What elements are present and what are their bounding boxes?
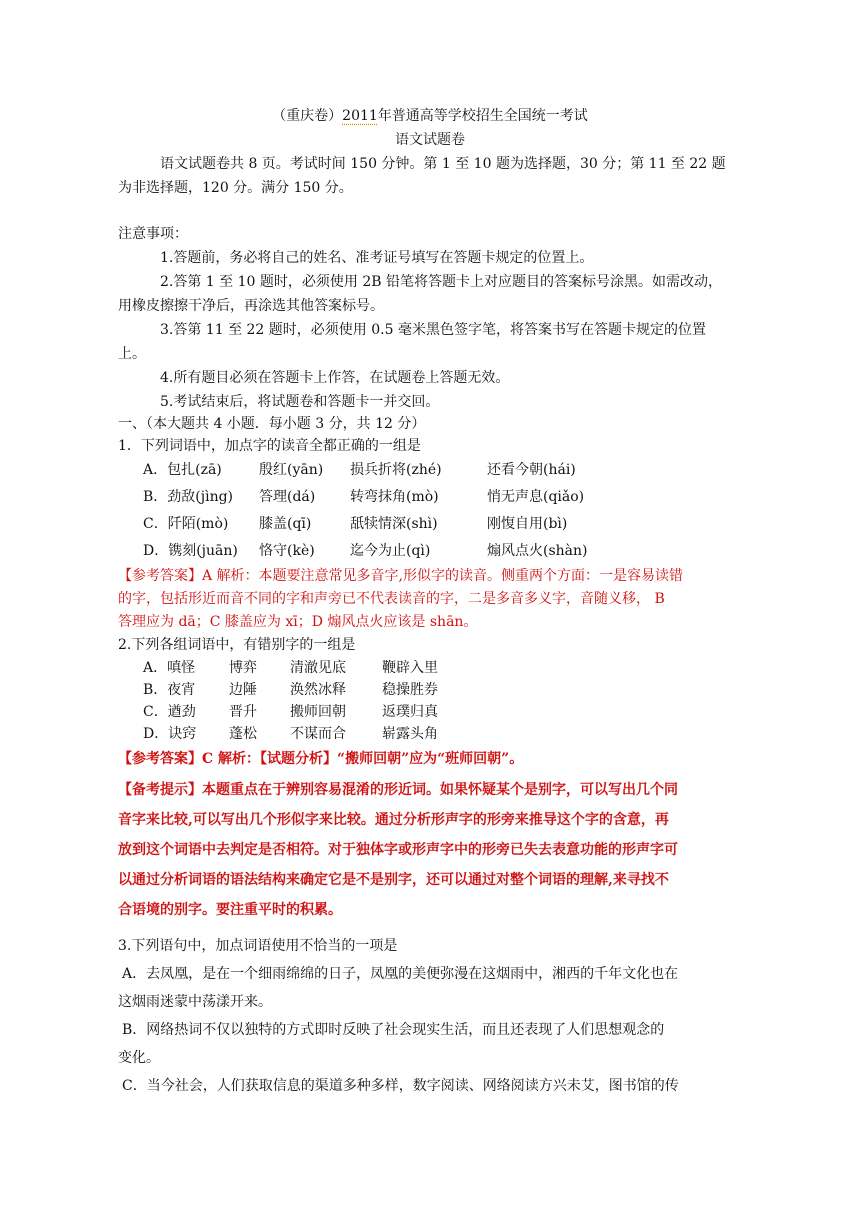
- option-cell: 转弯抹角(mò): [350, 489, 439, 505]
- option-cell: 博弈: [229, 660, 257, 676]
- note-item: 3.答第 11 至 22 题时，必须使用 0.5 毫米黑色签字笔，将答案书写在答题卡规定的位置: [160, 322, 706, 338]
- answer-text: 【参考答案】C 解析：【试题分析】“搬师回朝”应为“班师回朝”。: [118, 751, 524, 767]
- option-cell: 刚愎自用(bì): [487, 516, 568, 532]
- question-stem: 2.下列各组词语中，有错别字的一组是: [118, 637, 356, 653]
- intro-line: 为非选择题，120 分。满分 150 分。: [118, 180, 353, 196]
- option-cell: 殷红(yān): [259, 462, 324, 478]
- option-cell: 返璞归真: [382, 704, 438, 720]
- tip-text: 【备考提示】本题重点在于辨别容易混淆的形近词。如果怀疑某个是别字，可以写出几个同: [118, 782, 678, 798]
- option-cell: 稳操胜券: [382, 682, 438, 698]
- question-stem: 3.下列语句中，加点词语使用不恰当的一项是: [118, 938, 398, 954]
- option-line: C．当今社会，人们获取信息的渠道多种多样，数字阅读、网络阅读方兴未艾，图书馆的传: [122, 1078, 679, 1094]
- notes-heading: 注意事项：: [118, 226, 188, 242]
- option-cell: 膝盖(qī): [259, 516, 312, 532]
- note-item: 用橡皮擦擦干净后，再涂选其他答案标号。: [118, 298, 384, 314]
- option-cell: 晋升: [229, 704, 257, 720]
- answer-text: 答理应为 dā；C 膝盖应为 xī；D 煽风点火应该是 shān。: [118, 614, 478, 630]
- answer-text: 【参考答案】A 解析：本题要注意常见多音字,形似字的读音。侧重两个方面：一是容易读错: [118, 568, 684, 584]
- option-cell: 舐犊情深(shì): [350, 516, 438, 532]
- option-cell: 答理(dá): [259, 489, 316, 505]
- option-cell: B．劲敌(jìng): [143, 489, 234, 505]
- tip-text: 音字来比较,可以写出几个形似字来比较。通过分析形声字的形旁来推导这个字的含意，再: [118, 812, 669, 828]
- note-item: 4.所有题目必须在答题卡上作答，在试题卷上答题无效。: [160, 370, 510, 386]
- note-item: 5.考试结束后，将试题卷和答题卡一并交回。: [160, 394, 440, 410]
- tip-text: 放到这个词语中去判定是否相符。对于独体字或形声字中的形旁已失去表意功能的形声字可: [118, 842, 678, 858]
- exam-subtitle: 语文试题卷: [395, 132, 465, 148]
- option-cell: A．包扎(zā): [143, 462, 222, 478]
- exam-title: （重庆卷）2011年普通高等学校招生全国统一考试: [272, 108, 588, 124]
- option-cell: 涣然冰释: [290, 682, 346, 698]
- option-cell: B．夜宵: [143, 682, 196, 698]
- tip-text: 合语境的别字。要注重平时的积累。: [118, 902, 342, 918]
- option-cell: D．镌刻(juān): [143, 543, 238, 559]
- section-heading: 一、（本大题共 4 小题．每小题 3 分，共 12 分）: [118, 416, 426, 432]
- intro-line: 语文试题卷共 8 页。考试时间 150 分钟。第 1 至 10 题为选择题，30 分；第 11 至 22 题: [160, 156, 726, 172]
- option-cell: 煽风点火(shàn): [487, 543, 588, 559]
- option-line: B．网络热词不仅以独特的方式即时反映了社会现实生活，而且还表现了人们思想观念的: [122, 1022, 665, 1038]
- option-cell: A．嗔怪: [143, 660, 196, 676]
- option-cell: D．诀窍: [143, 726, 197, 742]
- question-stem: 1．下列词语中，加点字的读音全都正确的一组是: [118, 438, 421, 454]
- option-cell: 搬师回朝: [290, 704, 346, 720]
- option-cell: 崭露头角: [382, 726, 438, 742]
- option-cell: 损兵折将(zhé): [350, 462, 442, 478]
- option-cell: 清澈见底: [290, 660, 346, 676]
- option-cell: 蓬松: [229, 726, 257, 742]
- option-cell: 恪守(kè): [259, 543, 315, 559]
- option-cell: 悄无声息(qiǎo): [487, 489, 585, 505]
- note-item: 2.答第 1 至 10 题时，必须使用 2B 铅笔将答题卡上对应题目的答案标号涂黑。如需改动，: [160, 274, 722, 290]
- option-line: 这烟雨迷蒙中荡漾开来。: [118, 994, 272, 1010]
- note-item: 上。: [118, 346, 146, 362]
- option-cell: 迄今为止(qì): [350, 543, 431, 559]
- option-line: 变化。: [118, 1050, 160, 1066]
- option-cell: 边陲: [229, 682, 257, 698]
- option-line: A．去凤凰，是在一个细雨绵绵的日子，凤凰的美便弥漫在这烟雨中，湘西的千年文化也在: [122, 966, 679, 982]
- tip-text: 以通过分析词语的语法结构来确定它是不是别字，还可以通过对整个词语的理解,来寻找不: [118, 872, 669, 888]
- option-cell: 不谋而合: [290, 726, 346, 742]
- option-cell: C．阡陌(mò): [143, 516, 229, 532]
- option-cell: C．遒劲: [143, 704, 196, 720]
- answer-text: 的字，包括形近而音不同的字和声旁已不代表读音的字，二是多音多义字，音随义移， B: [118, 591, 665, 607]
- option-cell: 还看今朝(hái): [487, 462, 576, 478]
- note-item: 1.答题前，务必将自己的姓名、准考证号填写在答题卡规定的位置上。: [160, 250, 594, 266]
- option-cell: 鞭辟入里: [382, 660, 438, 676]
